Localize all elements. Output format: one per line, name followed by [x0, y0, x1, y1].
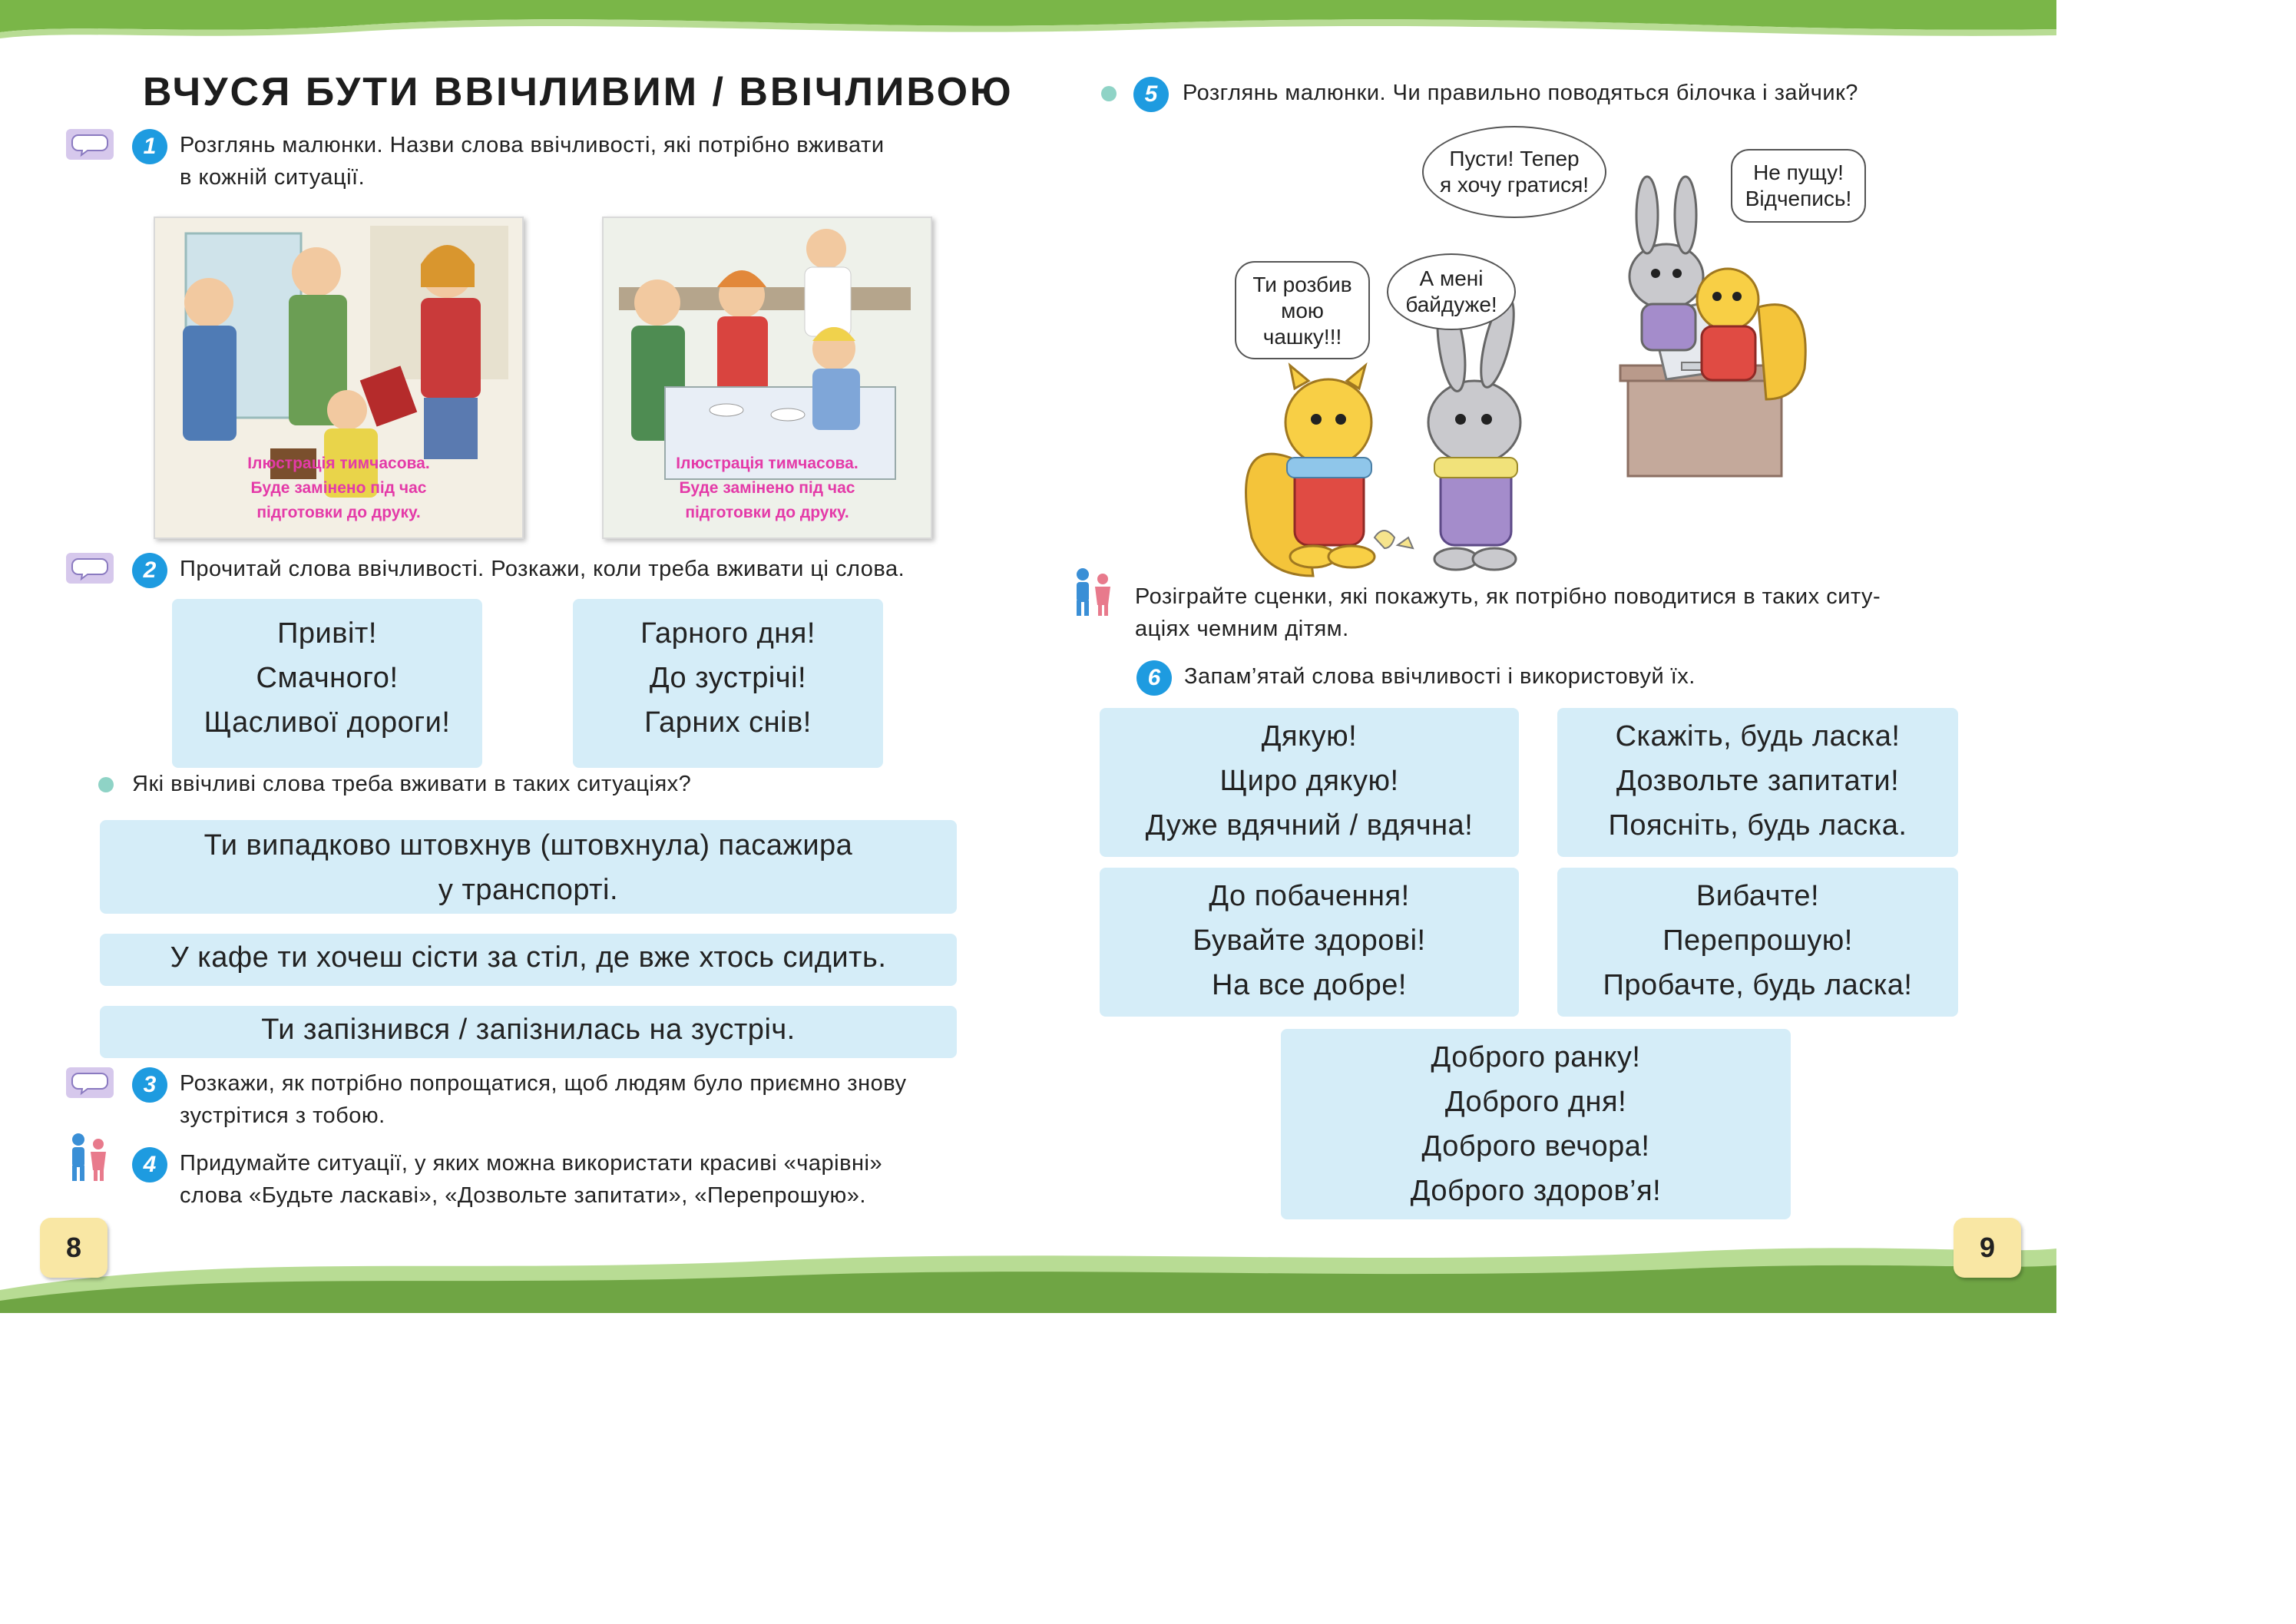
phrase: Перепрошую! [1662, 924, 1853, 957]
phrase: Доброго ранку! [1431, 1041, 1641, 1073]
speech-line: я хочу гратися! [1439, 173, 1590, 197]
situation-1-line-1: Ти випадково штовхнув (штовхнула) пасажира [203, 829, 853, 862]
phrase: Смачного! [256, 662, 399, 694]
box-daytime-greetings [1281, 1029, 1791, 1219]
roleplay-text [1135, 580, 1972, 645]
caption-line-1: Ілюстрація тимчасова. [676, 455, 859, 472]
box-apology [1557, 868, 1958, 1017]
caption-line-1: Ілюстрація тимчасова. [247, 455, 430, 472]
speech-line: Не пущу! [1753, 160, 1844, 184]
illustration-caption [604, 451, 931, 525]
bullet-dot [1101, 86, 1117, 101]
phrase: Привіт! [277, 617, 377, 650]
phrase: Доброго дня! [1444, 1086, 1627, 1118]
phrase: На все добре! [1212, 969, 1407, 1001]
situation-1 [100, 820, 957, 914]
bullet-dot [98, 777, 114, 792]
phrase: Пробачте, будь ласка! [1603, 969, 1913, 1001]
squirrel-and-bunny-scene [1221, 169, 1881, 584]
situation-2-text: У кафе ти хочеш сісти за стіл, де вже хтось сидить. [170, 941, 887, 974]
speech-line: мою [1281, 299, 1324, 322]
phrase: Скажіть, будь ласка! [1615, 720, 1901, 752]
box-goodbye [1100, 868, 1519, 1017]
caption-line-2: Буде замінено під час [250, 479, 427, 497]
task-4-text [180, 1147, 963, 1212]
illustration-school-greeting [154, 217, 524, 539]
task-4-line-2: слова «Будьте ласкаві», «Дозвольте запитати», «Перепрошую». [180, 1183, 866, 1208]
phrase: Бувайте здорові! [1193, 924, 1426, 957]
speech-line: Відчепись! [1745, 187, 1852, 210]
situation-1-line-2: у транспорті. [438, 874, 619, 906]
phrase: Щасливої дороги! [203, 706, 451, 739]
roleplay-line-2: аціях чемним дітям. [1135, 617, 1349, 641]
task-5-text: Розглянь малюнки. Чи правильно поводяться білочка і зайчик? [1183, 81, 1858, 105]
task-1-text [180, 129, 955, 193]
task-number-6: 6 [1136, 660, 1172, 696]
situations-question: Які ввічливі слова треба вживати в таких ситуаціях? [132, 772, 692, 796]
speech-bubble-squirrel [1235, 261, 1370, 359]
bottom-wave-decoration [0, 1221, 2056, 1313]
top-wave-decoration [0, 0, 2056, 46]
page-number-left: 8 [40, 1218, 108, 1278]
task-3-line-1: Розкажи, як потрібно попрощатися, щоб людям було приємно знову [180, 1071, 907, 1096]
speech-line: чашку!!! [1262, 325, 1342, 349]
task-1-line-2: в кожній ситуації. [180, 165, 366, 190]
task-number-4: 4 [132, 1147, 167, 1182]
illustration-cafeteria [602, 217, 932, 539]
situation-2 [100, 934, 957, 986]
caption-line-3: підготовки до друку. [256, 504, 421, 521]
task-number-5: 5 [1133, 77, 1169, 112]
speech-line: Ти розбив [1252, 273, 1352, 296]
pair-work-icon [63, 1132, 114, 1182]
phrase: Щиро дякую! [1219, 765, 1399, 797]
task-3-line-2: зустрітися з тобою. [180, 1103, 385, 1128]
phrase: Дякую! [1261, 720, 1358, 752]
box-wishes [573, 599, 883, 768]
roleplay-line-1: Розіграйте сценки, які покажуть, як потрібно поводитися в таких ситу- [1135, 584, 1881, 609]
caption-line-3: підготовки до друку. [685, 504, 849, 521]
task-1-line-1: Розглянь малюнки. Назви слова ввічливості, які потрібно вживати [180, 133, 885, 157]
speech-bubble-squirrel-laptop [1731, 149, 1866, 223]
phrase: Поясніть, будь ласка. [1608, 809, 1907, 842]
task-6-text: Запам’ятай слова ввічливості і використовуй їх. [1184, 664, 1696, 689]
phrase: Гарних снів! [644, 706, 812, 739]
page-title: ВЧУСЯ БУТИ ВВІЧЛИВИМ / ВВІЧЛИВОЮ [143, 70, 1014, 114]
speech-line: А мені [1419, 266, 1484, 290]
task-4-line-1: Придумайте ситуації, у яких можна використати красиві «чарівні» [180, 1151, 883, 1176]
task-3-text [180, 1067, 963, 1132]
task-number-1: 1 [132, 129, 167, 164]
phrase: Вибачте! [1696, 880, 1820, 912]
task-2-text: Прочитай слова ввічливості. Розкажи, коли треба вживати ці слова. [180, 557, 905, 581]
box-thanks [1100, 708, 1519, 857]
phrase: До зустрічі! [649, 662, 807, 694]
box-requests [1557, 708, 1958, 857]
speech-bubble-bunny [1387, 253, 1516, 330]
speech-line: Пусти! Тепер [1449, 147, 1580, 170]
speech-bubble-bunny-laptop [1422, 126, 1606, 218]
phrase: До побачення! [1209, 880, 1410, 912]
phrase: Дуже вдячний / вдячна! [1145, 809, 1474, 842]
phrase: Доброго здоров’я! [1410, 1175, 1662, 1207]
pair-work-icon [1067, 567, 1118, 617]
page-number-right: 9 [1954, 1218, 2021, 1278]
speech-bubble-icon [66, 129, 114, 160]
illustration-caption [155, 451, 522, 525]
task-number-2: 2 [132, 553, 167, 588]
phrase: Доброго вечора! [1421, 1130, 1650, 1163]
phrase: Гарного дня! [640, 617, 816, 650]
caption-line-2: Буде замінено під час [679, 479, 855, 497]
situation-3 [100, 1006, 957, 1058]
speech-bubble-icon [66, 553, 114, 584]
situation-3-text: Ти запізнився / запізнилась на зустріч. [261, 1014, 796, 1046]
speech-bubble-icon [66, 1067, 114, 1098]
box-greetings [172, 599, 482, 768]
task-number-3: 3 [132, 1067, 167, 1103]
speech-line: байдуже! [1405, 293, 1497, 316]
phrase: Дозвольте запитати! [1616, 765, 1900, 797]
